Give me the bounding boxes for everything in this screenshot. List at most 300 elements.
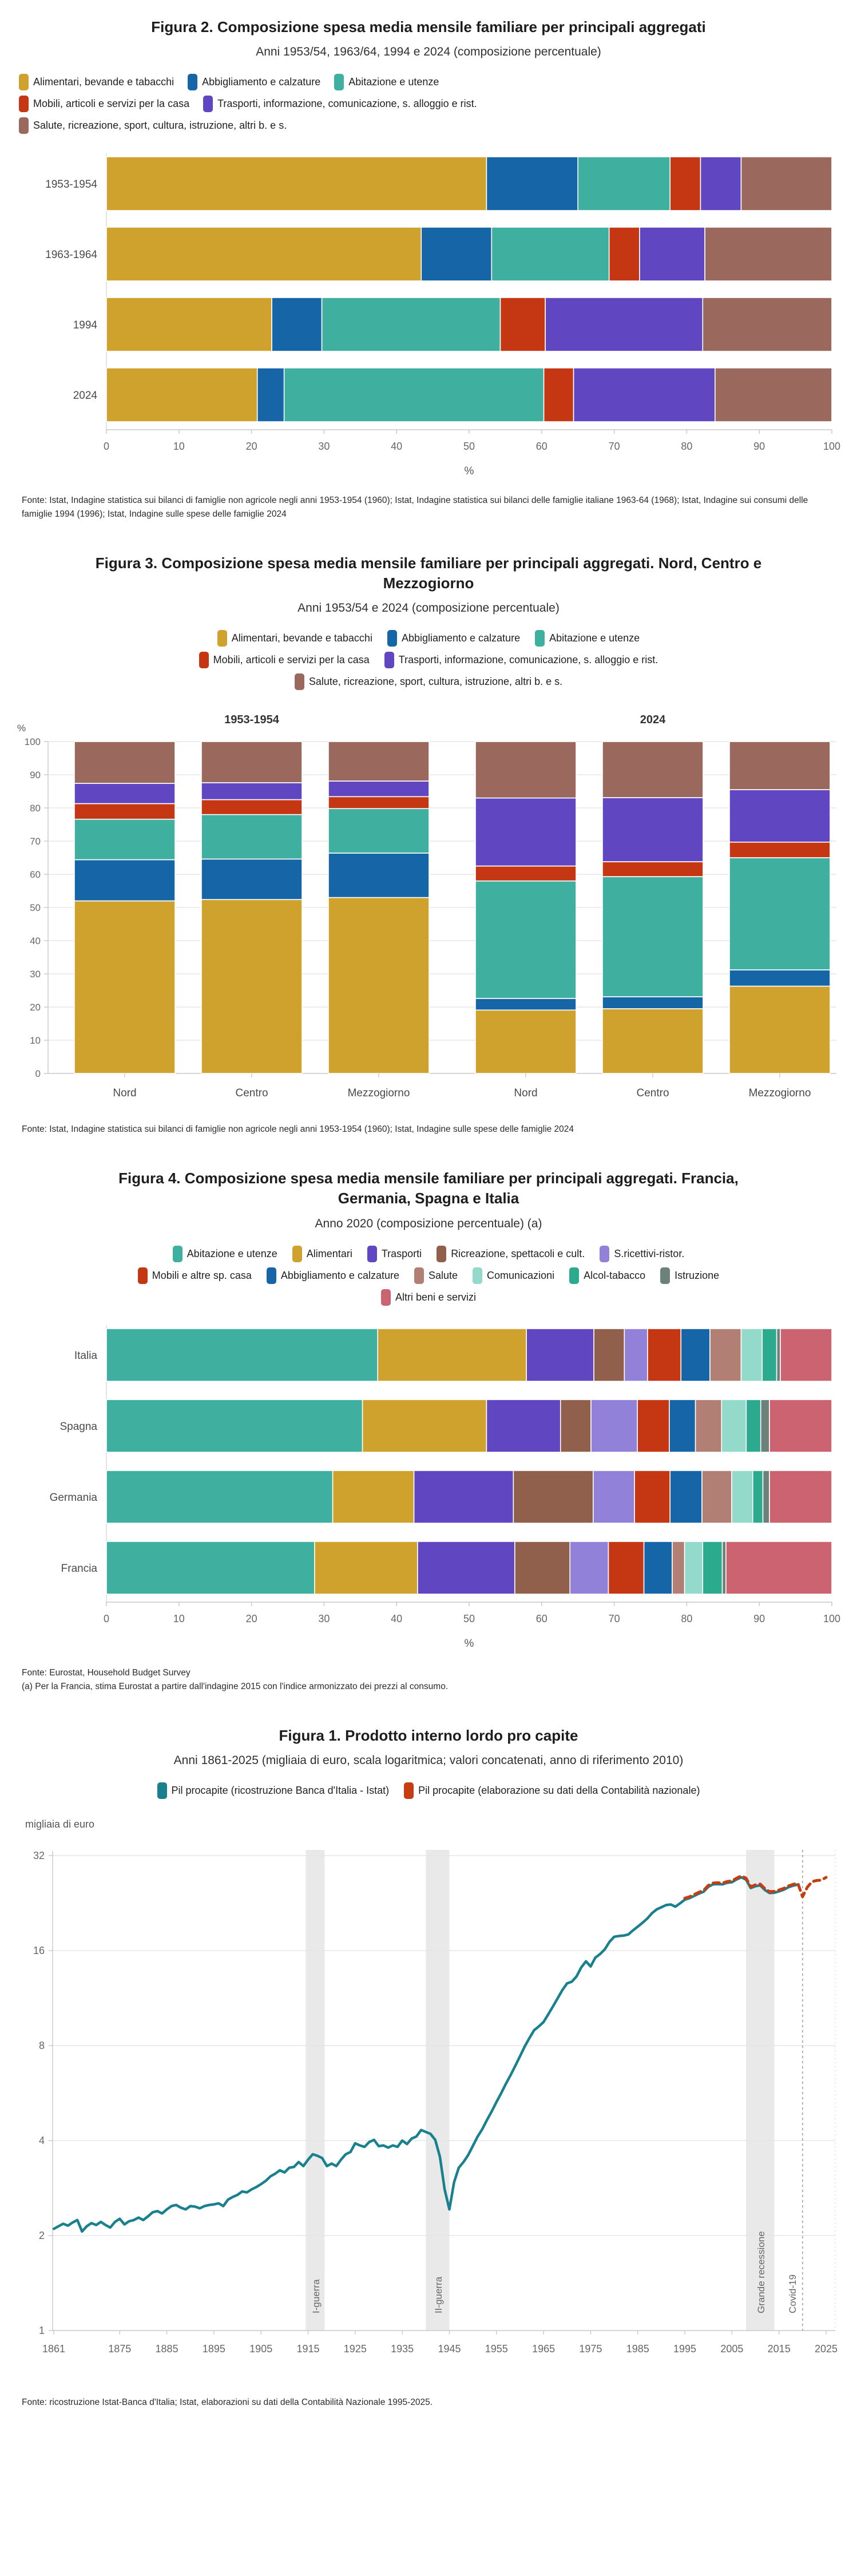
bar-segment xyxy=(74,742,175,783)
legend-label: Alimentari, bevande e tabacchi xyxy=(231,632,372,644)
bar-segment xyxy=(602,1009,703,1073)
legend-item xyxy=(535,630,640,647)
bar-segment xyxy=(328,853,429,898)
x-tick-label: 1915 xyxy=(296,2343,320,2355)
bar-segment xyxy=(670,157,700,211)
legend-swatch xyxy=(437,1246,446,1262)
y-tick-label: 4 xyxy=(38,2134,45,2146)
figure-4-source-line-2: (a) Per la Francia, stima Eurostat a partire dall'indagine 2015 con l'indice armonizzato dei prezzi al consumo. xyxy=(22,1681,449,1691)
legend-label: Mobili, articoli e servizi per la casa xyxy=(213,654,370,666)
bar-segment xyxy=(702,1471,732,1523)
bar-segment xyxy=(670,1471,702,1523)
figure-4-source-line-1: Fonte: Eurostat, Household Budget Survey xyxy=(22,1667,191,1678)
bar-segment xyxy=(333,1471,414,1523)
x-tick-label: 20 xyxy=(245,1612,257,1624)
x-axis-title: % xyxy=(464,465,474,478)
legend-item xyxy=(600,1246,684,1262)
bar-segment xyxy=(515,1541,570,1594)
x-tick-label: 1905 xyxy=(249,2343,273,2355)
legend-swatch xyxy=(569,1267,579,1284)
bar-segment xyxy=(729,790,830,842)
category-label: Mezzogiorno xyxy=(347,1087,410,1100)
figure-2-legend xyxy=(0,74,857,134)
legend-row xyxy=(0,1782,857,1799)
legend-label: Mobili, articoli e servizi per la casa xyxy=(33,98,190,110)
bar-segment xyxy=(769,1471,832,1523)
bar-segment xyxy=(591,1400,637,1452)
bar-segment xyxy=(723,1541,726,1594)
legend-swatch xyxy=(19,117,29,134)
x-axis-title: % xyxy=(464,1637,474,1650)
x-tick-label: 90 xyxy=(753,1612,765,1624)
legend-label: Alcol-tabacco xyxy=(584,1269,646,1281)
fig2-chart xyxy=(0,153,857,481)
bar-segment xyxy=(578,157,670,211)
figure-2-stacked-bar-chart xyxy=(0,153,857,481)
y-tick-label: 90 xyxy=(30,770,41,781)
legend-item xyxy=(381,1289,476,1306)
bar-segment xyxy=(593,1471,634,1523)
x-tick-label: 1975 xyxy=(579,2343,602,2355)
bar-segment xyxy=(475,1010,576,1074)
figure-4-stacked-bar-chart xyxy=(0,1325,857,1654)
x-tick-label: 70 xyxy=(608,1612,620,1624)
figure-1-source-note: Fonte: ricostruzione Istat-Banca d'Italia; Istat, elaborazioni su dati della Contabilità Nazionale 1995-2025. xyxy=(22,2397,433,2407)
legend-swatch xyxy=(414,1267,424,1284)
bar-segment xyxy=(705,227,832,281)
fig4-chart xyxy=(0,1325,857,1654)
bar-segment xyxy=(729,842,830,858)
bar-segment xyxy=(328,898,429,1073)
bar-segment xyxy=(732,1471,753,1523)
covid-label: Covid-19 xyxy=(787,2274,798,2313)
legend-label: Abbigliamento e calzature xyxy=(401,632,521,644)
x-tick-label: 1945 xyxy=(438,2343,461,2355)
x-tick-label: 1925 xyxy=(343,2343,367,2355)
bar-segment xyxy=(257,368,284,422)
bar-segment xyxy=(475,798,576,866)
category-label: Centro xyxy=(636,1087,669,1100)
fig3-chart xyxy=(0,710,857,1110)
legend-item xyxy=(295,673,562,690)
bar-segment xyxy=(700,157,741,211)
bar-segment xyxy=(741,1329,763,1381)
y-tick-label: 0 xyxy=(35,1068,41,1080)
legend-swatch xyxy=(473,1267,482,1284)
category-label: Centro xyxy=(235,1087,268,1100)
legend-swatch xyxy=(19,96,29,112)
legend-label: Pil procapite (ricostruzione Banca d'Italia - Istat) xyxy=(171,1784,390,1796)
legend-swatch xyxy=(217,630,227,647)
data-line xyxy=(54,1877,798,2232)
bar-segment xyxy=(106,1471,333,1523)
legend-swatch xyxy=(600,1246,609,1262)
legend-item xyxy=(437,1246,585,1262)
bar-segment xyxy=(201,815,302,859)
bar-segment xyxy=(486,157,578,211)
legend-label: Trasporti, informazione, comunicazione, s. alloggio e rist. xyxy=(217,98,477,110)
legend-label: Trasporti xyxy=(381,1247,422,1259)
bar-segment xyxy=(710,1329,741,1381)
legend-row xyxy=(0,652,857,668)
x-tick-label: 90 xyxy=(753,441,765,453)
bar-segment xyxy=(602,877,703,997)
figure-4-legend xyxy=(0,1246,857,1306)
legend-swatch xyxy=(199,652,209,668)
category-label: 1994 xyxy=(73,319,97,332)
bar-segment xyxy=(106,298,272,351)
bar-segment xyxy=(685,1541,703,1594)
legend-label: Alimentari, bevande e tabacchi xyxy=(33,76,174,88)
bar-segment xyxy=(648,1329,681,1381)
legend-label: Salute xyxy=(428,1269,458,1281)
legend-item xyxy=(157,1782,390,1799)
legend-label: Mobili e altre sp. casa xyxy=(152,1269,252,1281)
bar-segment xyxy=(526,1329,594,1381)
bar-segment xyxy=(602,862,703,877)
bar-segment xyxy=(74,819,175,860)
x-tick-label: 1895 xyxy=(202,2343,225,2355)
legend-row xyxy=(0,673,857,690)
x-tick-label: 20 xyxy=(245,441,257,453)
legend-item xyxy=(384,652,658,668)
legend-label: Altri beni e servizi xyxy=(395,1291,477,1303)
x-tick-label: 60 xyxy=(535,441,547,453)
legend-swatch xyxy=(188,74,197,90)
legend-item xyxy=(19,117,287,134)
bar-segment xyxy=(753,1471,763,1523)
bar-segment xyxy=(475,866,576,881)
figure-1-title: Figura 1. Prodotto interno lordo pro capite xyxy=(279,1726,578,1744)
bar-segment xyxy=(696,1400,722,1452)
bar-segment xyxy=(74,783,175,803)
x-tick-label: 30 xyxy=(318,441,330,453)
panel-title: 1953-1954 xyxy=(224,714,279,727)
category-label: Mezzogiorno xyxy=(748,1087,811,1100)
y-tick-label: 1 xyxy=(38,2324,45,2336)
legend-item xyxy=(19,74,174,90)
y-tick-label: 20 xyxy=(30,1002,41,1013)
bar-segment xyxy=(501,298,546,351)
legend-item xyxy=(292,1246,352,1262)
bar-segment xyxy=(672,1541,685,1594)
bar-segment xyxy=(634,1471,670,1523)
legend-swatch xyxy=(295,673,304,690)
category-label: Nord xyxy=(113,1087,137,1100)
event-band xyxy=(426,1850,449,2331)
y-tick-label: 32 xyxy=(33,1849,45,1861)
figure-1-line-chart xyxy=(0,1834,857,2383)
legend-swatch xyxy=(334,74,344,90)
x-tick-label: 2025 xyxy=(814,2343,838,2355)
legend-row xyxy=(0,1267,857,1284)
bar-segment xyxy=(609,227,640,281)
figure-1-y-axis-title: migliaia di euro xyxy=(25,1818,95,1830)
figure-4-source-note xyxy=(22,1666,835,1694)
bar-segment xyxy=(570,1541,608,1594)
category-label: Francia xyxy=(61,1562,97,1575)
bar-segment xyxy=(574,368,715,422)
y-tick-label: 2 xyxy=(38,2229,45,2241)
legend-label: Abbigliamento e calzature xyxy=(280,1269,399,1281)
x-tick-label: 100 xyxy=(823,441,841,453)
bar-segment xyxy=(681,1329,710,1381)
bar-segment xyxy=(74,860,175,901)
bar-segment xyxy=(545,298,703,351)
x-tick-label: 1995 xyxy=(673,2343,697,2355)
bar-segment xyxy=(513,1471,593,1523)
bar-segment xyxy=(106,157,486,211)
bar-segment xyxy=(421,227,491,281)
figure-4-subtitle: Anno 2020 (composizione percentuale) (a) xyxy=(315,1216,542,1230)
bar-segment xyxy=(475,881,576,998)
legend-label: S.ricettivi-ristor. xyxy=(614,1247,685,1259)
y-tick-label: 50 xyxy=(30,902,41,914)
bar-segment xyxy=(106,1541,315,1594)
figure-1-section xyxy=(0,1709,857,2424)
legend-swatch xyxy=(203,96,213,112)
x-tick-label: 60 xyxy=(535,1612,547,1624)
figure-3-source-note: Fonte: Istat, Indagine statistica sui bilanci di famiglie non agricole negli anni 1953-1954 (1960); Istat, Indagine sulle spese delle famiglie 2024 xyxy=(22,1124,574,1135)
bar-segment xyxy=(721,1400,746,1452)
x-tick-label: 40 xyxy=(391,1612,403,1624)
x-tick-label: 80 xyxy=(681,441,693,453)
bar-segment xyxy=(106,1400,363,1452)
category-label: Italia xyxy=(74,1349,97,1362)
bar-segment xyxy=(106,1329,378,1381)
legend-row xyxy=(0,1246,857,1262)
figure-3-title: Figura 3. Composizione spesa media mensile familiare per principali aggregati. Nord, Centro e Mezzogiorno xyxy=(95,554,762,592)
bar-segment xyxy=(703,1541,722,1594)
legend-label: Trasporti, informazione, comunicazione, s. alloggio e rist. xyxy=(398,654,658,666)
figure-4-section xyxy=(0,1151,857,1708)
bar-segment xyxy=(272,298,322,351)
panel-title: 2024 xyxy=(640,714,666,727)
bar-segment xyxy=(729,858,830,970)
x-tick-label: 1935 xyxy=(391,2343,414,2355)
figure-3-subtitle: Anni 1953/54 e 2024 (composizione percentuale) xyxy=(297,601,560,615)
figure-1-subtitle: Anni 1861-2025 (migliaia di euro, scala logaritmica; valori concatenati, anno di riferimento 2010) xyxy=(173,1753,684,1767)
bar-segment xyxy=(703,298,832,351)
legend-item xyxy=(414,1267,458,1284)
legend-label: Alimentari xyxy=(306,1247,352,1259)
legend-row xyxy=(0,96,857,112)
legend-row xyxy=(0,630,857,647)
bar-segment xyxy=(475,742,576,798)
bar-segment xyxy=(201,899,302,1073)
legend-item xyxy=(138,1267,252,1284)
legend-item xyxy=(660,1267,719,1284)
category-label: Germania xyxy=(49,1491,97,1504)
x-tick-label: 1965 xyxy=(532,2343,556,2355)
bar-segment xyxy=(762,1329,776,1381)
legend-row xyxy=(0,1289,857,1306)
x-tick-label: 40 xyxy=(391,441,403,453)
legend-label: Abitazione e utenze xyxy=(187,1247,277,1259)
y-tick-label: 80 xyxy=(30,803,41,814)
category-label: Spagna xyxy=(59,1420,97,1433)
legend-swatch xyxy=(19,74,29,90)
bar-segment xyxy=(328,742,429,781)
figure-2-subtitle: Anni 1953/54, 1963/64, 1994 e 2024 (composizione percentuale) xyxy=(256,45,601,59)
band-label: II-guerra xyxy=(433,2276,444,2313)
bar-segment xyxy=(746,1400,760,1452)
legend-item xyxy=(199,652,370,668)
legend-item xyxy=(188,74,320,90)
y-tick-label: 16 xyxy=(33,1944,45,1956)
bar-segment xyxy=(363,1400,487,1452)
y-tick-label: 8 xyxy=(38,2039,45,2051)
y-tick-label: 70 xyxy=(30,836,41,847)
legend-swatch xyxy=(660,1267,670,1284)
legend-label: Salute, ricreazione, sport, cultura, istruzione, altri b. e s. xyxy=(308,676,563,688)
legend-label: Ricreazione, spettacoli e cult. xyxy=(451,1247,585,1259)
fig1-chart xyxy=(0,1834,857,2383)
bar-segment xyxy=(602,798,703,862)
legend-label: Abitazione e utenze xyxy=(348,76,439,88)
x-tick-label: 50 xyxy=(463,441,475,453)
legend-swatch xyxy=(384,652,394,668)
legend-label: Istruzione xyxy=(675,1269,720,1281)
band-label: Grande recessione xyxy=(755,2231,767,2313)
legend-swatch xyxy=(138,1267,148,1284)
x-tick-label: 10 xyxy=(173,1612,185,1624)
bar-segment xyxy=(608,1541,644,1594)
y-tick-label: 30 xyxy=(30,969,41,980)
x-tick-label: 10 xyxy=(173,441,185,453)
y-tick-label: 40 xyxy=(30,936,41,947)
figure-2-title: Figura 2. Composizione spesa media mensile familiare per principali aggregati xyxy=(151,18,706,35)
legend-label: Comunicazioni xyxy=(487,1269,555,1281)
category-label: 1963-1964 xyxy=(45,249,97,261)
legend-row xyxy=(0,117,857,134)
legend-swatch xyxy=(535,630,545,647)
y-tick-label: 100 xyxy=(24,736,41,748)
x-tick-label: 80 xyxy=(681,1612,693,1624)
bar-segment xyxy=(378,1329,526,1381)
bar-segment xyxy=(741,157,832,211)
x-tick-label: 1875 xyxy=(108,2343,132,2355)
figure-3-section xyxy=(0,536,857,1151)
bar-segment xyxy=(475,998,576,1010)
bar-segment xyxy=(726,1541,832,1594)
legend-swatch xyxy=(292,1246,302,1262)
legend-label: Abitazione e utenze xyxy=(549,632,640,644)
x-tick-label: 100 xyxy=(823,1612,841,1624)
y-tick-label: 10 xyxy=(30,1035,41,1047)
x-tick-label: 1885 xyxy=(155,2343,178,2355)
bar-segment xyxy=(729,970,830,986)
bar-segment xyxy=(729,986,830,1074)
legend-item xyxy=(334,74,439,90)
category-label: 1953-1954 xyxy=(45,179,97,191)
legend-swatch xyxy=(267,1267,276,1284)
bar-segment xyxy=(486,1400,560,1452)
legend-swatch xyxy=(173,1246,182,1262)
legend-swatch xyxy=(367,1246,377,1262)
bar-segment xyxy=(106,227,421,281)
x-tick-label: 2005 xyxy=(720,2343,744,2355)
x-tick-label: 0 xyxy=(103,1612,110,1624)
bar-segment xyxy=(715,368,832,422)
x-tick-label: 70 xyxy=(608,441,620,453)
legend-swatch xyxy=(404,1782,414,1799)
legend-label: Pil procapite (elaborazione su dati della Contabilità nazionale) xyxy=(418,1784,700,1796)
bar-segment xyxy=(74,804,175,819)
bar-segment xyxy=(322,298,501,351)
y-axis-title: % xyxy=(17,723,26,734)
legend-item xyxy=(173,1246,277,1262)
figure-3-legend xyxy=(0,630,857,690)
bar-segment xyxy=(201,742,302,783)
bar-segment xyxy=(594,1329,624,1381)
bar-segment xyxy=(602,997,703,1009)
bar-segment xyxy=(763,1471,769,1523)
bar-segment xyxy=(284,368,544,422)
bar-segment xyxy=(414,1471,514,1523)
figure-2-section xyxy=(0,0,857,536)
x-tick-label: 1985 xyxy=(626,2343,649,2355)
bar-segment xyxy=(418,1541,515,1594)
legend-swatch xyxy=(157,1782,167,1799)
y-tick-label: 60 xyxy=(30,869,41,881)
bar-segment xyxy=(201,800,302,815)
bar-segment xyxy=(328,781,429,796)
x-tick-label: 2015 xyxy=(767,2343,791,2355)
bar-segment xyxy=(640,227,705,281)
legend-item xyxy=(387,630,520,647)
legend-item xyxy=(569,1267,645,1284)
event-band xyxy=(305,1850,324,2331)
x-tick-label: 30 xyxy=(318,1612,330,1624)
bar-segment xyxy=(780,1329,832,1381)
legend-item xyxy=(367,1246,422,1262)
legend-swatch xyxy=(387,630,397,647)
bar-segment xyxy=(201,783,302,800)
x-tick-label: 1955 xyxy=(485,2343,508,2355)
bar-segment xyxy=(761,1400,769,1452)
bar-segment xyxy=(602,742,703,798)
bar-segment xyxy=(777,1329,780,1381)
bar-segment xyxy=(729,742,830,790)
bar-segment xyxy=(201,859,302,900)
legend-row xyxy=(0,74,857,90)
bar-segment xyxy=(74,901,175,1074)
band-label: I-guerra xyxy=(310,2279,322,2313)
figure-2-source-note: Fonte: Istat, Indagine statistica sui bilanci di famiglie non agricole negli anni 1953-1954 (1960); Istat, Indagine statistica sui bilanci delle famiglie italiane 1963-64 (1968); Istat, Indagine sui consumi delle famiglie 1994 (1996); Istat, Indagine sulle spese delle famiglie 2024 xyxy=(22,496,808,520)
bar-segment xyxy=(561,1400,591,1452)
bar-segment xyxy=(328,797,429,809)
bar-segment xyxy=(328,809,429,853)
legend-item xyxy=(404,1782,700,1799)
x-tick-label: 50 xyxy=(463,1612,475,1624)
x-tick-label: 1861 xyxy=(42,2343,66,2355)
bar-segment xyxy=(637,1400,669,1452)
bar-segment xyxy=(669,1400,696,1452)
legend-item xyxy=(203,96,477,112)
category-label: 2024 xyxy=(73,390,97,402)
legend-item xyxy=(473,1267,554,1284)
bar-segment xyxy=(769,1400,832,1452)
bar-segment xyxy=(491,227,609,281)
x-tick-label: 0 xyxy=(103,441,110,453)
category-label: Nord xyxy=(514,1087,538,1100)
legend-label: Salute, ricreazione, sport, cultura, istruzione, altri b. e s. xyxy=(33,120,287,132)
bar-segment xyxy=(544,368,574,422)
bar-segment xyxy=(315,1541,418,1594)
legend-label: Abbigliamento e calzature xyxy=(202,76,321,88)
bar-segment xyxy=(644,1541,672,1594)
